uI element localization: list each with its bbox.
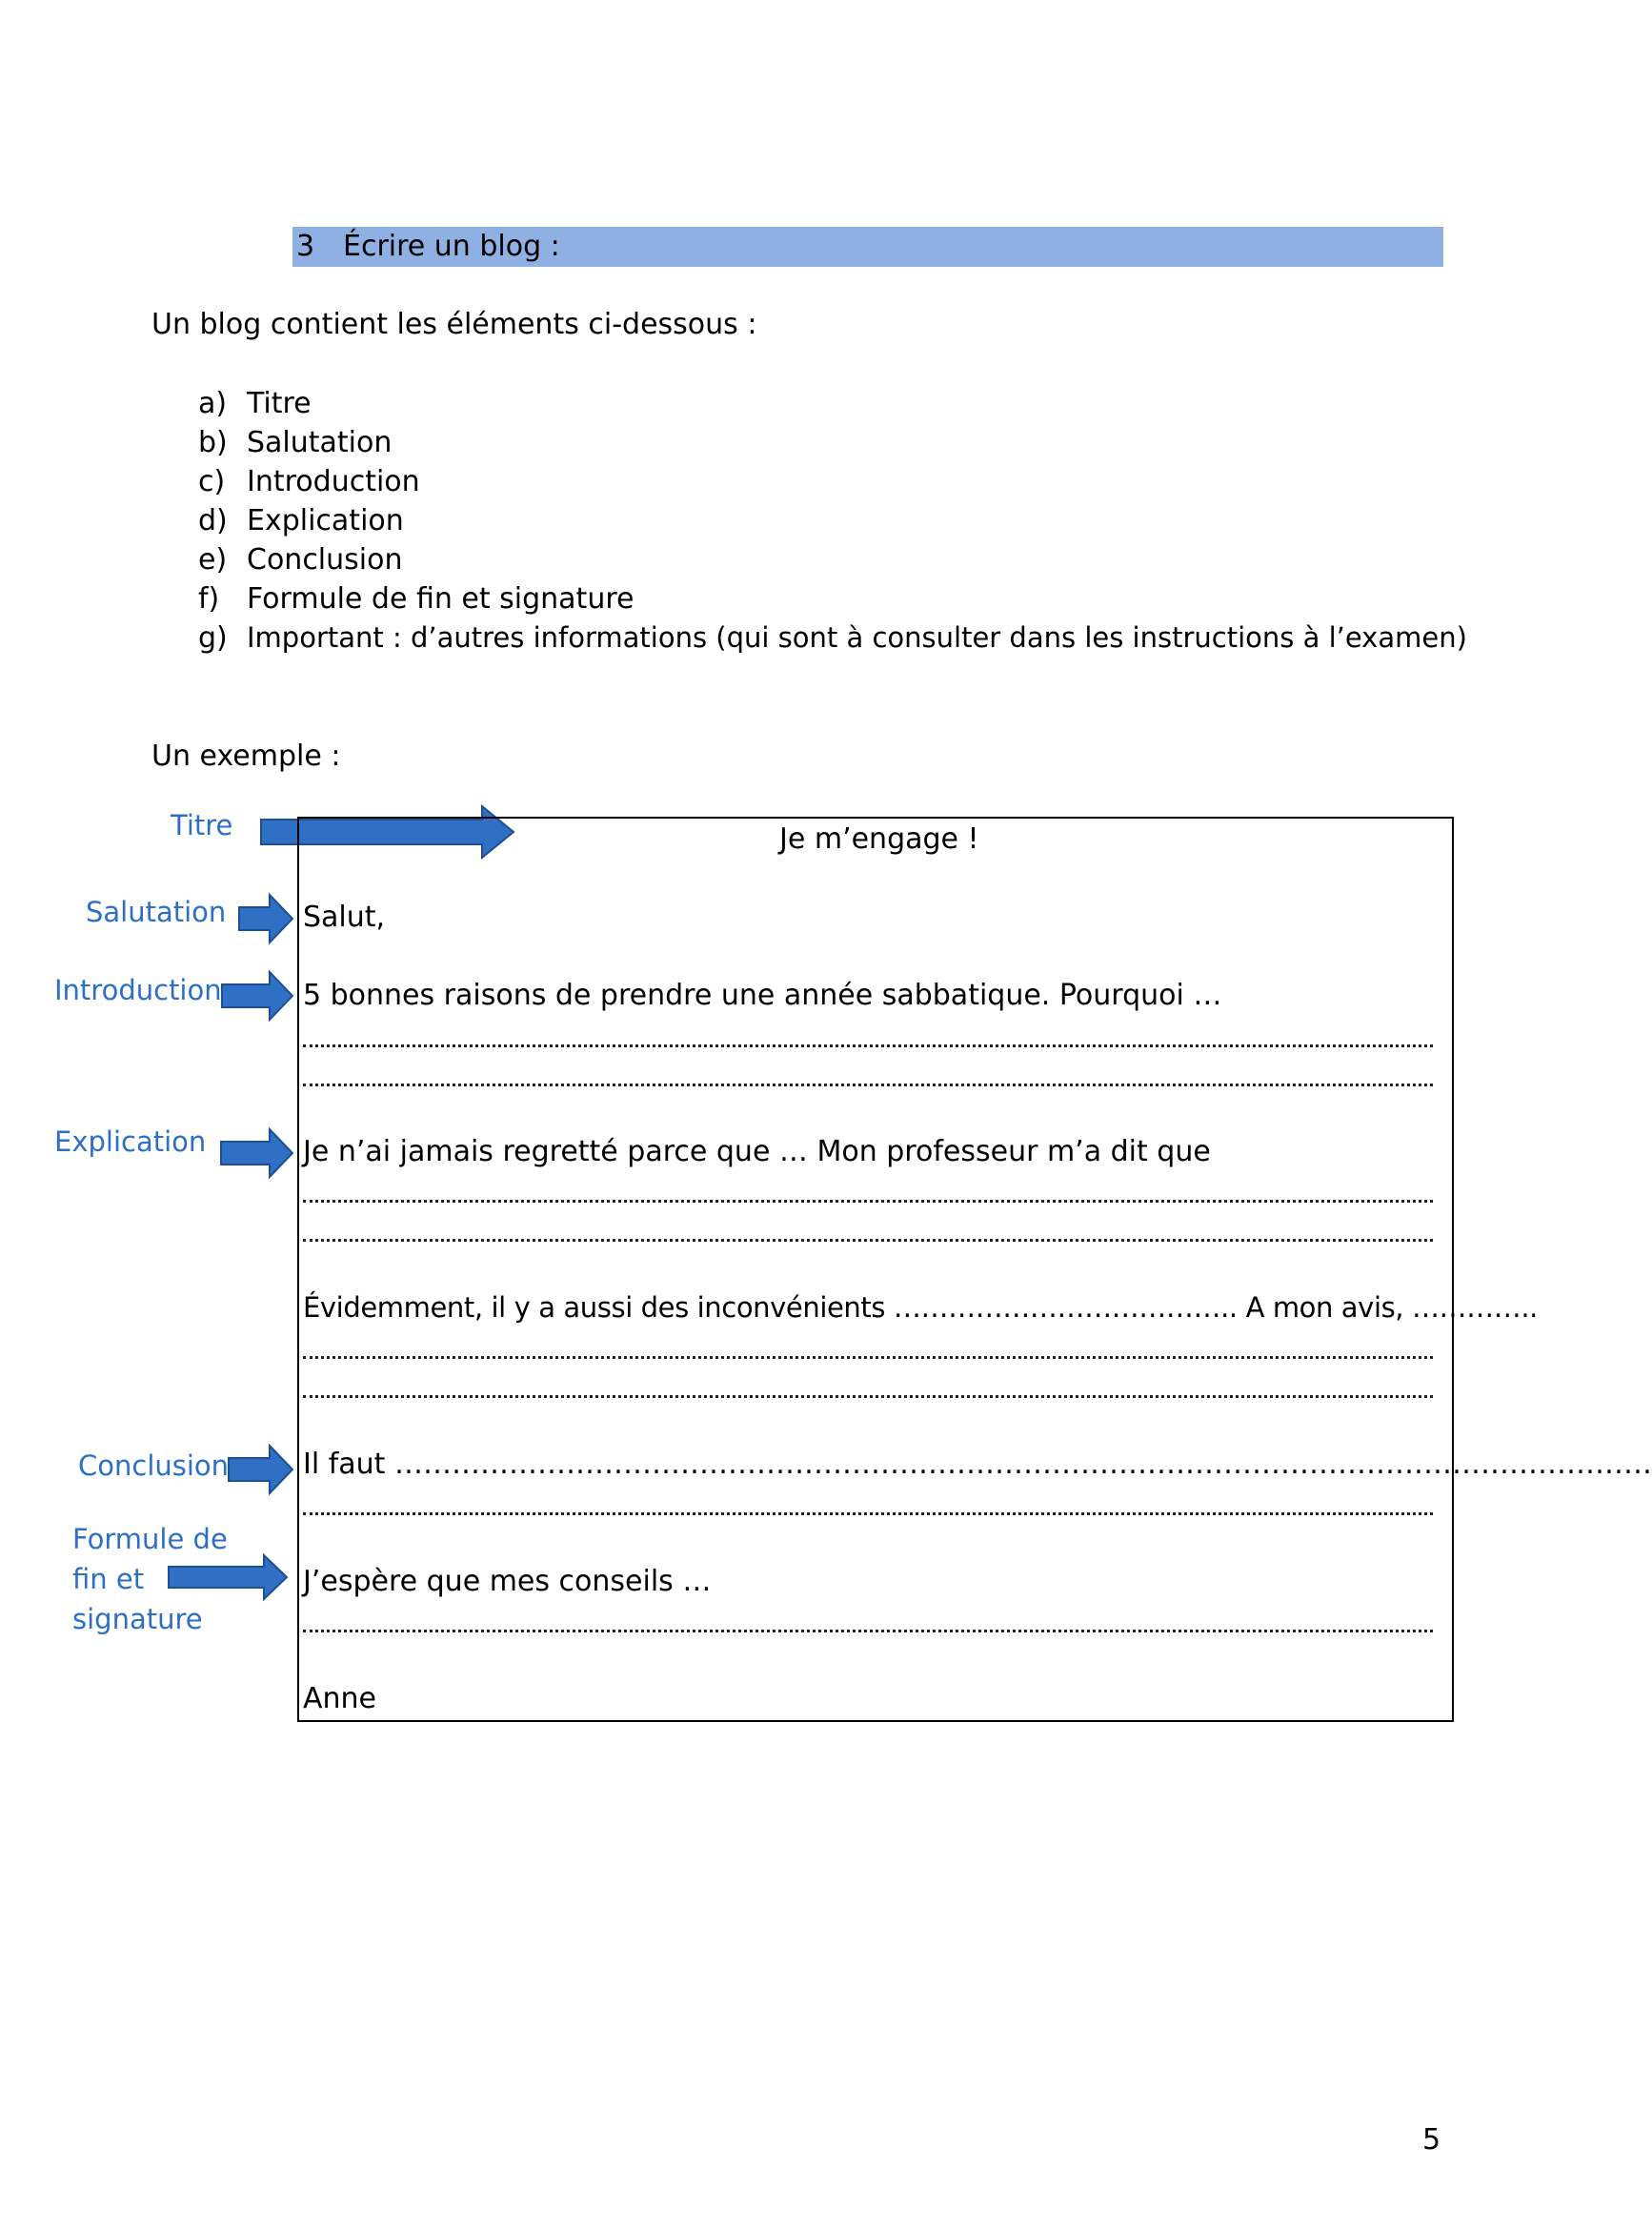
arrow-right-icon xyxy=(219,1127,294,1179)
dotted-line xyxy=(303,1512,1433,1515)
arrow-right-icon xyxy=(227,1444,294,1495)
arrow-right-icon xyxy=(167,1553,289,1601)
list-item: Salutation xyxy=(247,426,393,459)
dotted-line xyxy=(303,1044,1433,1047)
dotted-line xyxy=(303,1395,1433,1398)
label-explication: Explication xyxy=(54,1125,207,1158)
blog-greeting: Salut, xyxy=(303,901,386,934)
arrow-right-icon xyxy=(220,970,294,1022)
section-title: Écrire un blog : xyxy=(343,230,560,263)
dotted-line xyxy=(303,1239,1433,1242)
label-formule-line2: fin et xyxy=(72,1563,145,1595)
blog-title: Je m’engage ! xyxy=(779,822,979,856)
section-number: 3 xyxy=(296,230,315,263)
arrow-right-icon xyxy=(237,893,294,944)
list-item: Explication xyxy=(247,504,404,537)
list-item: Conclusion xyxy=(247,543,403,577)
page-number: 5 xyxy=(1422,2123,1441,2157)
label-formule-line3: signature xyxy=(72,1603,203,1635)
list-item: Formule de fin et signature xyxy=(247,582,635,616)
label-titre: Titre xyxy=(171,809,233,841)
blog-inconvenients: Évidemment, il y a aussi des inconvénients ……………………………….. A mon avis, ………….. xyxy=(303,1291,1538,1324)
list-item: Important : d’autres informations (qui sont à consulter dans les instructions à l’examen) xyxy=(247,621,1467,654)
list-letter: a) xyxy=(198,387,228,420)
list-letter: f) xyxy=(198,582,220,616)
blog-conclusion: Il faut …………………………………………………………………………………………………………………… xyxy=(303,1448,1652,1481)
list-letter: d) xyxy=(198,504,228,537)
dotted-line xyxy=(303,1630,1433,1632)
label-formule-line1: Formule de xyxy=(72,1523,228,1555)
dotted-line xyxy=(303,1084,1433,1086)
dotted-line xyxy=(303,1356,1433,1359)
list-letter: e) xyxy=(198,543,228,577)
blog-closing: J’espère que mes conseils … xyxy=(303,1565,712,1598)
list-letter: g) xyxy=(198,621,228,655)
blog-signature: Anne xyxy=(303,1682,377,1715)
list-item: Titre xyxy=(247,387,312,420)
example-label: Un exemple : xyxy=(151,740,341,773)
dotted-line xyxy=(303,1200,1433,1203)
label-introduction: Introduction xyxy=(54,974,222,1006)
label-conclusion: Conclusion xyxy=(78,1449,230,1482)
blog-explication: Je n’ai jamais regretté parce que … Mon professeur m’a dit que xyxy=(303,1135,1211,1168)
intro-text: Un blog contient les éléments ci-dessous : xyxy=(151,308,757,341)
blog-introduction: 5 bonnes raisons de prendre une année sabbatique. Pourquoi … xyxy=(303,979,1222,1012)
list-item: Introduction xyxy=(247,465,420,498)
list-letter: c) xyxy=(198,465,226,498)
label-salutation: Salutation xyxy=(86,896,227,928)
list-letter: b) xyxy=(198,426,228,459)
